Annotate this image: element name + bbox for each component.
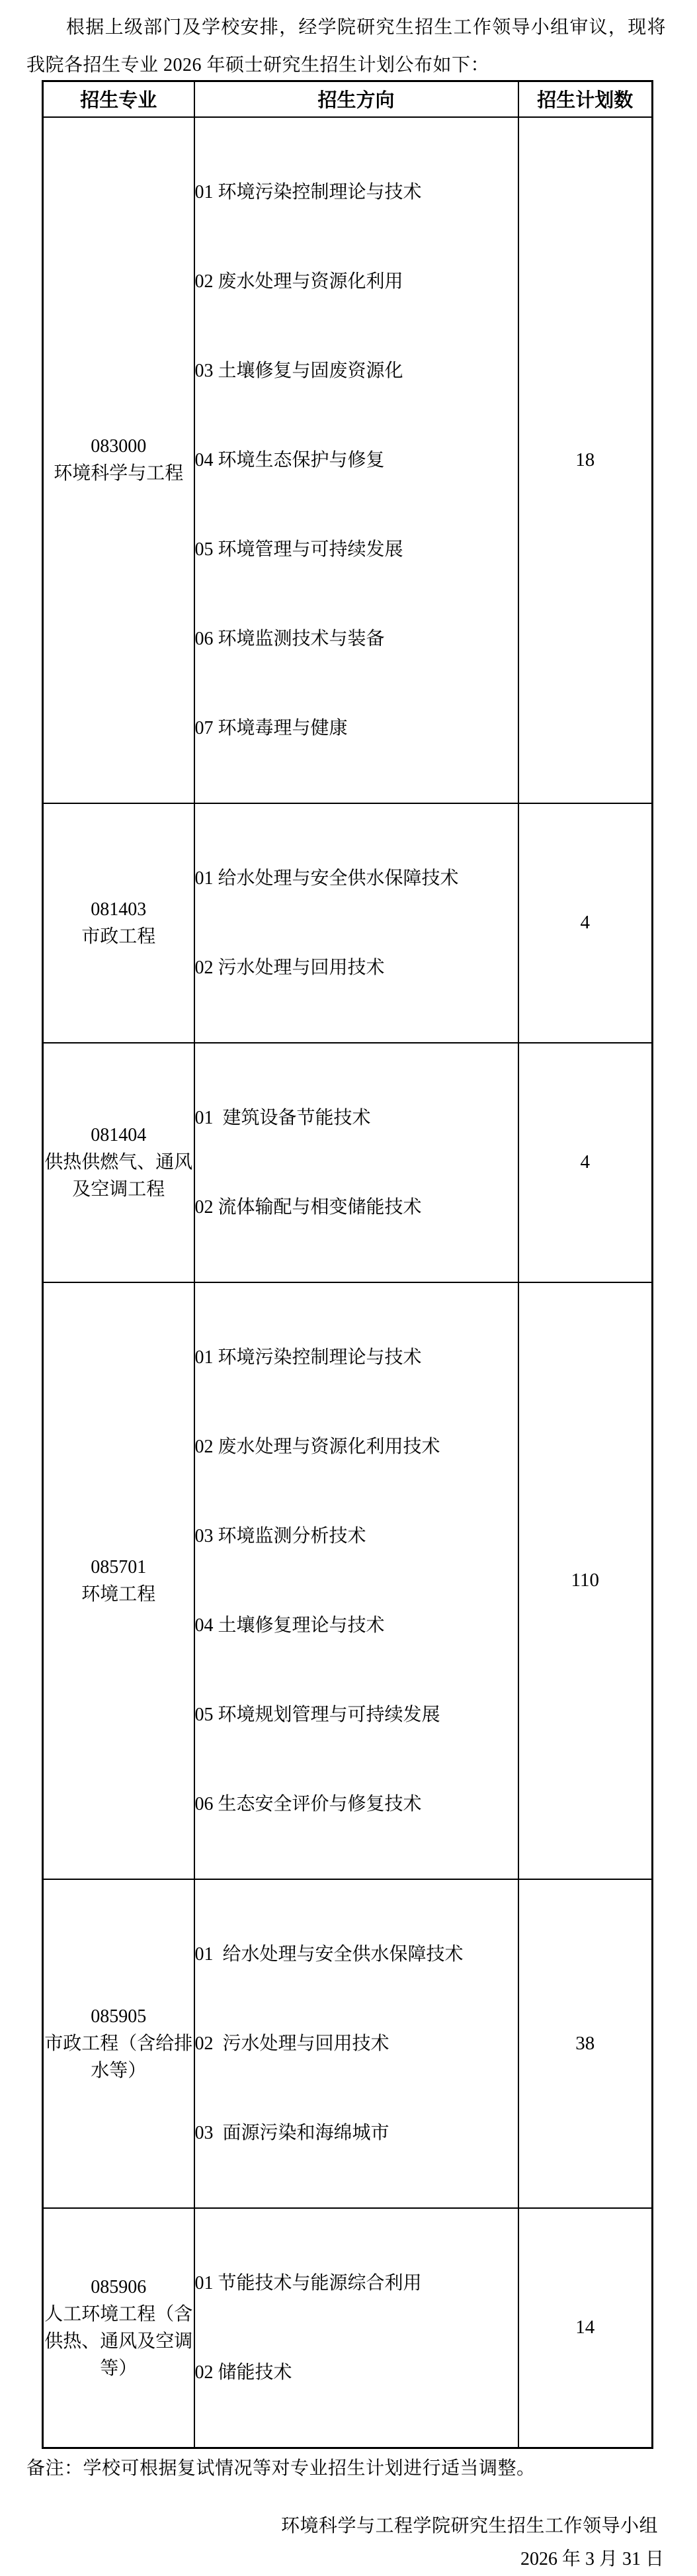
major-cell (43, 117, 194, 803)
direction-item: 01 环境污染控制理论与技术 (194, 1347, 422, 1368)
direction-item: 06 生态安全评价与修复技术 (194, 1793, 422, 1814)
direction-item: 06 环境监测技术与装备 (194, 628, 385, 649)
major-name: 环境工程 (81, 1583, 156, 1605)
signature-line: 环境科学与工程学院研究生招生工作领导小组 (280, 2515, 658, 2536)
admissions-plan-table (42, 80, 653, 2449)
col-header-major: 招生专业 (43, 81, 194, 117)
major-cell (43, 2208, 194, 2448)
direction-item: 02 储能技术 (194, 2362, 292, 2383)
direction-item: 04 环境生态保护与修复 (194, 449, 385, 470)
direction-item: 01 建筑设备节能技术 (194, 1107, 371, 1128)
major-code: 085701 (91, 1556, 147, 1577)
col-header-quota: 招生计划数 (518, 81, 653, 117)
major-name: 及空调工程 (72, 1179, 165, 1200)
major-name: 供热、通风及空调 (44, 2331, 193, 2352)
major-name: 水等） (91, 2060, 147, 2081)
quota-cell: 18 (518, 117, 653, 803)
direction-item: 05 环境规划管理与可持续发展 (194, 1704, 440, 1725)
table-header-row (43, 81, 653, 117)
major-name: 人工环境工程（含 (44, 2303, 193, 2325)
quota-cell: 38 (518, 1879, 653, 2208)
major-code: 081403 (91, 899, 147, 920)
intro-paragraph: 根据上级部门及学校安排，经学院研究生招生工作领导小组审议，现将我院各招生专业 2026 年硕士研究生招生计划公布如下： (26, 17, 666, 75)
major-name: 供热供燃气、通风 (44, 1152, 193, 1173)
major-code: 085906 (91, 2276, 147, 2297)
directions-cell (194, 1282, 518, 1879)
directions-cell (194, 1879, 518, 2208)
major-name: 环境科学与工程 (54, 463, 184, 484)
major-cell (43, 803, 194, 1043)
major-name: 市政工程 (81, 926, 156, 947)
direction-item: 02 废水处理与资源化利用技术 (194, 1436, 440, 1457)
quota-cell: 14 (518, 2208, 653, 2448)
direction-item: 03 环境监测分析技术 (194, 1525, 366, 1546)
direction-item: 01 给水处理与安全供水保障技术 (194, 867, 459, 889)
direction-item: 04 土壤修复理论与技术 (194, 1615, 385, 1636)
quota-cell: 4 (518, 1043, 653, 1282)
table-row (43, 117, 653, 803)
directions-cell (194, 803, 518, 1043)
direction-item: 01 环境污染控制理论与技术 (194, 181, 422, 202)
table-row (43, 1879, 653, 2208)
direction-item: 03 面源污染和海绵城市 (194, 2122, 390, 2143)
major-cell (43, 1282, 194, 1879)
quota-cell: 4 (518, 803, 653, 1043)
major-code: 085905 (91, 2006, 147, 2027)
direction-item: 01 给水处理与安全供水保障技术 (194, 1943, 464, 1965)
direction-item: 02 污水处理与回用技术 (194, 2033, 390, 2054)
major-name: 等） (100, 2358, 138, 2379)
table-row (43, 1043, 653, 1282)
directions-cell (194, 117, 518, 803)
direction-item: 03 土壤修复与固废资源化 (194, 360, 403, 381)
direction-item: 01 节能技术与能源综合利用 (194, 2272, 422, 2293)
col-header-direction: 招生方向 (194, 81, 518, 117)
direction-item: 02 流体输配与相变储能技术 (194, 1196, 422, 1218)
directions-cell (194, 2208, 518, 2448)
table-row (43, 1282, 653, 1879)
major-cell (43, 1879, 194, 2208)
major-cell (43, 1043, 194, 1282)
direction-item: 02 废水处理与资源化利用 (194, 271, 403, 292)
major-code: 081404 (91, 1125, 147, 1145)
direction-item: 02 污水处理与回用技术 (194, 957, 385, 978)
quota-cell: 110 (518, 1282, 653, 1879)
directions-cell (194, 1043, 518, 1282)
direction-item: 07 环境毒理与健康 (194, 717, 348, 738)
date-line: 2026 年 3 月 31 日 (520, 2548, 664, 2569)
major-code: 083000 (91, 436, 147, 457)
table-row (43, 2208, 653, 2448)
remark-note: 备注：学校可根据复试情况等对专业招生计划进行适当调整。 (26, 2458, 536, 2479)
major-name: 市政工程（含给排 (44, 2033, 193, 2054)
signature-block (26, 2510, 666, 2576)
direction-item: 05 环境管理与可持续发展 (194, 539, 403, 560)
table-row (43, 803, 653, 1043)
